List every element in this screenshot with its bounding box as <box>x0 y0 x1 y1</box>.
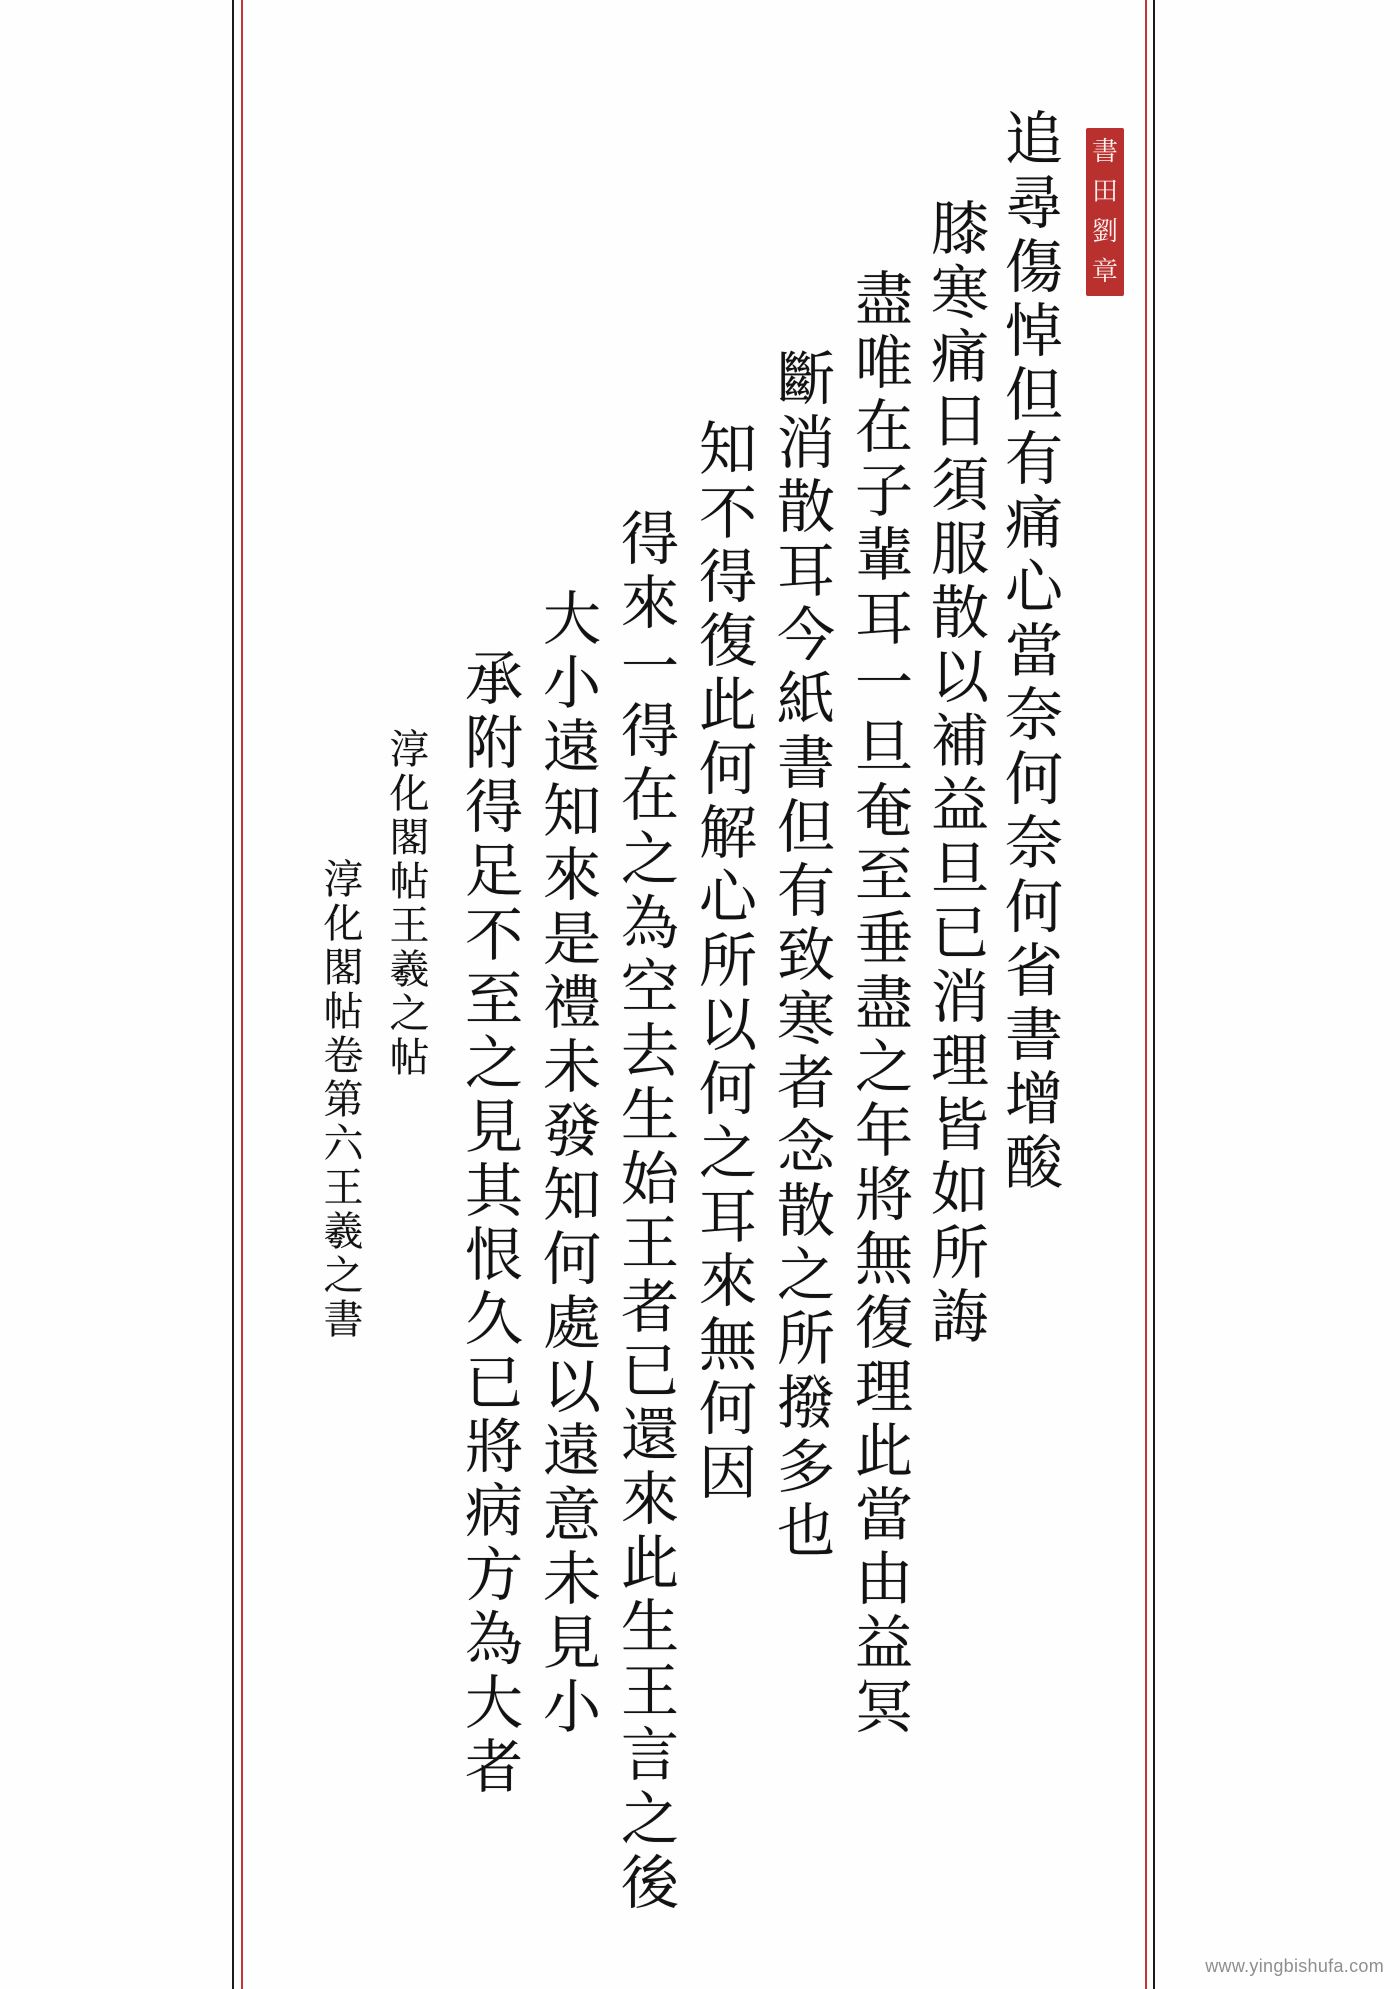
text-column-4: 斷消散耳今紙書但有致寒者念散之所撥多也 <box>767 348 835 1564</box>
right-red-border <box>1145 0 1147 1989</box>
text-column-8: 承附得足不至之見其恨久已將病方為大者 <box>455 648 523 1800</box>
seal-char-2: 田 <box>1091 177 1118 207</box>
text-column-1: 追尋傷悼但有痛心當奈何奈何省書增酸 <box>995 108 1063 1196</box>
seal-char-1: 書 <box>1091 137 1118 167</box>
seal-char-3: 劉 <box>1091 217 1118 247</box>
red-seal-stamp <box>1086 128 1124 296</box>
left-black-border <box>232 0 234 1989</box>
text-column-9: 淳化閣帖王羲之帖 <box>383 728 429 1080</box>
calligraphy-text-area <box>310 88 1100 1948</box>
left-red-border <box>241 0 243 1989</box>
seal-char-4: 章 <box>1091 257 1118 287</box>
text-column-6: 得來一得在之為空去生始王者已還來此生王言之後 <box>611 508 679 1916</box>
text-column-2: 膝寒痛日須服散以補益旦已消理皆如所誨 <box>921 198 989 1350</box>
right-black-border <box>1153 0 1155 1989</box>
text-column-7: 大小遠知來是禮未發知何處以遠意未見小 <box>533 588 601 1740</box>
text-column-3: 盡唯在子輩耳一旦奄至垂盡之年將無復理此當由益冥 <box>845 268 913 1740</box>
site-watermark: www.yingbishufa.com <box>1205 1956 1384 1976</box>
text-column-10: 淳化閣帖卷第六王羲之書 <box>317 858 363 1342</box>
text-column-5: 知不得復此何解心所以何之耳來無何因 <box>689 418 757 1506</box>
